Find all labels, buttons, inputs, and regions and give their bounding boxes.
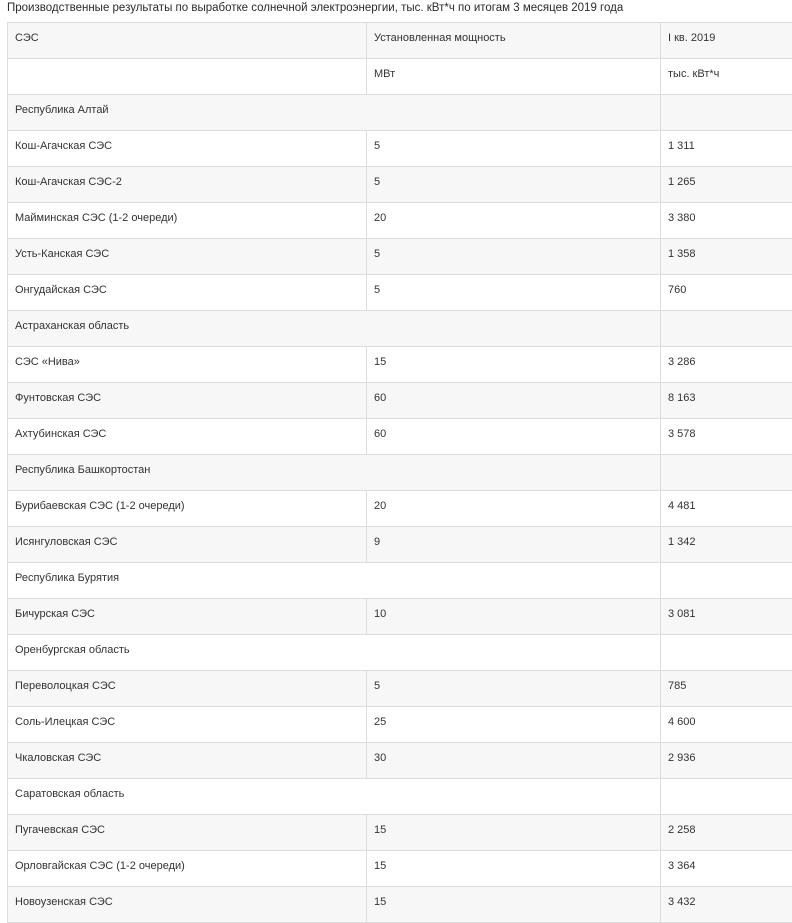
station-name-cell: Исянгуловская СЭС <box>8 527 367 563</box>
units-cell-capacity: МВт <box>367 59 661 95</box>
output-cell: 3 081 <box>661 599 792 635</box>
output-cell: 1 265 <box>661 167 792 203</box>
station-name-cell: Онгудайская СЭС <box>8 275 367 311</box>
capacity-cell: 15 <box>367 347 661 383</box>
table-row <box>8 419 792 455</box>
station-name-cell: Кош-Агачская СЭС-2 <box>8 167 367 203</box>
station-name-cell: Бичурская СЭС <box>8 599 367 635</box>
station-name-cell: Новоузенская СЭС <box>8 887 367 923</box>
region-name-cell: Республика Бурятия <box>8 563 661 599</box>
header-cell-capacity: Установленная мощность <box>367 23 661 59</box>
table-row <box>8 815 792 851</box>
region-name-cell: Оренбургская область <box>8 635 661 671</box>
region-row <box>8 95 792 131</box>
station-name-cell: СЭС «Нива» <box>8 347 367 383</box>
capacity-cell: 20 <box>367 203 661 239</box>
region-name-cell: Республика Алтай <box>8 95 661 131</box>
output-cell: 3 364 <box>661 851 792 887</box>
station-name-cell: Орловгайская СЭС (1-2 очереди) <box>8 851 367 887</box>
station-name-cell: Соль-Илецкая СЭС <box>8 707 367 743</box>
output-cell: 3 432 <box>661 887 792 923</box>
station-name-cell: Майминская СЭС (1-2 очереди) <box>8 203 367 239</box>
output-cell: 760 <box>661 275 792 311</box>
output-cell: 4 600 <box>661 707 792 743</box>
table-caption: Производственные результаты по выработке солнечной электроэнергии, тыс. кВт*ч по итогам 3 месяцев 2019 года <box>7 0 623 16</box>
capacity-cell: 15 <box>367 815 661 851</box>
output-cell: 1 311 <box>661 131 792 167</box>
region-name-cell: Саратовская область <box>8 779 661 815</box>
capacity-cell: 5 <box>367 131 661 167</box>
station-name-cell: Переволоцкая СЭС <box>8 671 367 707</box>
header-cell-station: СЭС <box>8 23 367 59</box>
output-cell: 8 163 <box>661 383 792 419</box>
capacity-cell: 25 <box>367 707 661 743</box>
capacity-cell: 5 <box>367 671 661 707</box>
table-row <box>8 167 792 203</box>
capacity-cell: 15 <box>367 851 661 887</box>
capacity-cell: 15 <box>367 887 661 923</box>
capacity-cell: 60 <box>367 383 661 419</box>
table-row <box>8 851 792 887</box>
region-empty-cell <box>661 635 792 671</box>
table-row <box>8 707 792 743</box>
table-row <box>8 275 792 311</box>
header-row <box>8 23 792 59</box>
table-body <box>8 23 792 923</box>
units-cell-output: тыс. кВт*ч <box>661 59 792 95</box>
table-row <box>8 239 792 275</box>
region-name-cell: Республика Башкортостан <box>8 455 661 491</box>
region-row <box>8 779 792 815</box>
table-row <box>8 203 792 239</box>
header-cell-period: I кв. 2019 <box>661 23 792 59</box>
units-row <box>8 59 792 95</box>
region-empty-cell <box>661 95 792 131</box>
region-name-cell: Астраханская область <box>8 311 661 347</box>
table-row <box>8 671 792 707</box>
region-empty-cell <box>661 563 792 599</box>
region-row <box>8 311 792 347</box>
region-empty-cell <box>661 455 792 491</box>
output-cell: 3 578 <box>661 419 792 455</box>
station-name-cell: Чкаловская СЭС <box>8 743 367 779</box>
output-cell: 4 481 <box>661 491 792 527</box>
region-row <box>8 455 792 491</box>
table-row <box>8 743 792 779</box>
station-name-cell: Фунтовская СЭС <box>8 383 367 419</box>
capacity-cell: 20 <box>367 491 661 527</box>
table-row <box>8 347 792 383</box>
output-cell: 2 258 <box>661 815 792 851</box>
station-name-cell: Кош-Агачская СЭС <box>8 131 367 167</box>
output-cell: 2 936 <box>661 743 792 779</box>
solar-production-table <box>7 22 792 923</box>
output-cell: 1 342 <box>661 527 792 563</box>
station-name-cell: Усть-Канская СЭС <box>8 239 367 275</box>
table-row <box>8 527 792 563</box>
table-row <box>8 383 792 419</box>
capacity-cell: 30 <box>367 743 661 779</box>
output-cell: 3 380 <box>661 203 792 239</box>
station-name-cell: Ахтубинская СЭС <box>8 419 367 455</box>
table-row <box>8 131 792 167</box>
region-empty-cell <box>661 311 792 347</box>
station-name-cell: Пугачевская СЭС <box>8 815 367 851</box>
capacity-cell: 9 <box>367 527 661 563</box>
region-empty-cell <box>661 779 792 815</box>
region-row <box>8 563 792 599</box>
output-cell: 3 286 <box>661 347 792 383</box>
units-cell-station <box>8 59 367 95</box>
table-row <box>8 599 792 635</box>
output-cell: 1 358 <box>661 239 792 275</box>
station-name-cell: Бурибаевская СЭС (1-2 очереди) <box>8 491 367 527</box>
table-row <box>8 491 792 527</box>
region-row <box>8 635 792 671</box>
capacity-cell: 5 <box>367 239 661 275</box>
table-row <box>8 887 792 923</box>
output-cell: 785 <box>661 671 792 707</box>
capacity-cell: 5 <box>367 167 661 203</box>
capacity-cell: 60 <box>367 419 661 455</box>
capacity-cell: 5 <box>367 275 661 311</box>
capacity-cell: 10 <box>367 599 661 635</box>
